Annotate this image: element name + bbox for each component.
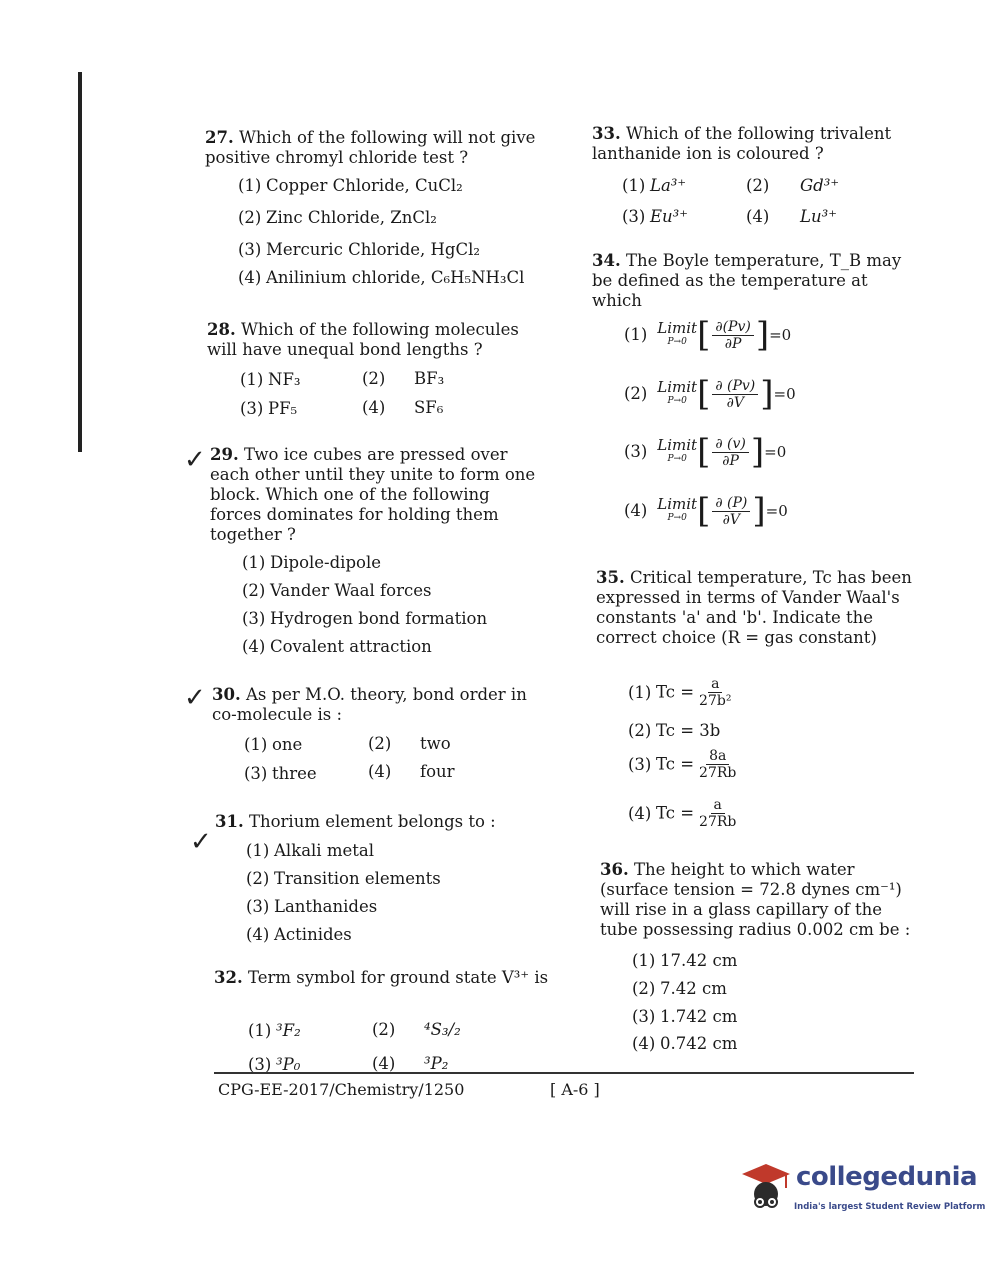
- q27-option-1: (1) Copper Chloride, CuCl₂: [238, 176, 463, 195]
- check-mark-icon: ✓: [184, 445, 206, 475]
- question-number: 29.: [210, 445, 239, 464]
- question-number: 35.: [596, 568, 625, 587]
- question-36: [600, 860, 922, 940]
- q33-option-3: (3) Eu³⁺: [622, 207, 688, 226]
- q34-option-2: (2) Limit P→0 [ $\frac{\partial (Pv)}{\partial V}$ ]=0: [624, 374, 796, 414]
- q28-option-2: (2) BF₃: [362, 369, 445, 388]
- question-number: 30.: [212, 685, 241, 704]
- question-number: 36.: [600, 860, 629, 879]
- q35-option-2: (2) Tc = 3b: [628, 721, 721, 740]
- question-number: 27.: [205, 128, 234, 147]
- q29-option-2: (2) Vander Waal forces: [242, 581, 432, 600]
- q33-option-1: (1) La³⁺: [622, 176, 687, 195]
- question-text: Two ice cubes are pressed over each other until they unite to form one block. Which one of the following forces dominates for holding them together ?: [210, 445, 536, 544]
- question-35: [596, 568, 922, 648]
- question-33: [592, 124, 922, 164]
- question-34: [592, 251, 922, 311]
- q30-option-2: (2) two: [368, 734, 451, 753]
- question-number: 32.: [214, 968, 243, 987]
- question-text: Which of the following molecules will have unequal bond lengths ?: [207, 320, 519, 359]
- q36-option-2: (2) 7.42 cm: [632, 979, 727, 998]
- q34-option-1: (1) Limit P→0 [ $\frac{\partial(Pv)}{\partial P}$ ]=0: [624, 315, 792, 355]
- brand-tagline: India's largest Student Review Platform: [794, 1202, 986, 1212]
- q31-option-1: (1) Alkali metal: [246, 841, 374, 860]
- q30-option-3: (3) three: [244, 764, 317, 783]
- q31-option-2: (2) Transition elements: [246, 869, 441, 888]
- q32-option-2: (2) ⁴S₃/₂: [372, 1020, 461, 1039]
- question-number: 33.: [592, 124, 621, 143]
- q35-option-4: (4) Tc = $\frac{a}{27Rb}$: [628, 797, 737, 830]
- graduate-mascot-icon: [738, 1160, 794, 1216]
- check-mark-icon: ✓: [190, 827, 212, 857]
- page-number: [ A-6 ]: [550, 1080, 600, 1099]
- q28-option-3: (3) PF₅: [240, 399, 298, 418]
- question-number: 31.: [215, 812, 244, 831]
- question-text: Which of the following will not give positive chromyl chloride test ?: [205, 128, 536, 167]
- q31-option-3: (3) Lanthanides: [246, 897, 378, 916]
- q27-option-3: (3) Mercuric Chloride, HgCl₂: [238, 240, 480, 259]
- q29-option-1: (1) Dipole-dipole: [242, 553, 381, 572]
- collegedunia-logo: [738, 1160, 986, 1220]
- q32-option-1: (1) ³F₂: [248, 1021, 301, 1040]
- q28-option-1: (1) NF₃: [240, 370, 301, 389]
- q34-option-4: (4) Limit P→0 [ $\frac{\partial (P)}{\partial V}$ ]=0: [624, 491, 788, 531]
- q35-option-3: (3) Tc = $\frac{8a}{27Rb}$: [628, 748, 737, 781]
- q29-option-4: (4) Covalent attraction: [242, 637, 432, 656]
- q36-option-3: (3) 1.742 cm: [632, 1007, 738, 1026]
- q36-option-4: (4) 0.742 cm: [632, 1034, 738, 1053]
- q36-option-1: (1) 17.42 cm: [632, 951, 738, 970]
- q34-option-3: (3) Limit P→0 [ $\frac{\partial (v)}{\partial P}$ ]=0: [624, 432, 787, 472]
- q30-option-4: (4) four: [368, 762, 455, 781]
- question-number: 34.: [592, 251, 621, 270]
- q33-option-4: (4) Lu³⁺: [746, 207, 837, 226]
- q29-option-3: (3) Hydrogen bond formation: [242, 609, 488, 628]
- page-footer: [214, 1072, 914, 1099]
- question-text: Term symbol for ground state V³⁺ is: [247, 968, 549, 987]
- question-text: The height to which water (surface tension = 72.8 dynes cm⁻¹) will rise in a glass capillary of the tube possessing radius 0.002 cm be :: [600, 860, 911, 939]
- question-text: Which of the following trivalent lanthanide ion is coloured ?: [592, 124, 892, 163]
- question-text: The Boyle temperature, T_B may be defined as the temperature at which: [592, 251, 902, 310]
- question-text: As per M.O. theory, bond order in co-molecule is :: [212, 685, 527, 724]
- q27-option-4: (4) Anilinium chloride, C₆H₅NH₃Cl: [238, 268, 525, 287]
- paper-code: CPG-EE-2017/Chemistry/1250: [218, 1080, 465, 1099]
- q32-option-3: (3) ³P₀: [248, 1055, 301, 1074]
- q28-option-4: (4) SF₆: [362, 398, 444, 417]
- question-text: Thorium element belongs to :: [248, 812, 496, 831]
- q27-option-2: (2) Zinc Chloride, ZnCl₂: [238, 208, 437, 227]
- q31-option-4: (4) Actinides: [246, 925, 352, 944]
- q35-option-1: (1) Tc = $\frac{a}{\text{27b²}}$: [628, 676, 732, 709]
- check-mark-icon: ✓: [184, 683, 206, 713]
- q30-option-1: (1) one: [244, 735, 303, 754]
- question-number: 28.: [207, 320, 236, 339]
- q33-option-2: (2) Gd³⁺: [746, 176, 840, 195]
- q32-option-4: (4) ³P₂: [372, 1054, 449, 1073]
- brand-name: collegedunia: [796, 1162, 978, 1192]
- question-text: Critical temperature, Tc has been expressed in terms of Vander Waal's constants 'a' and 'b'. Indicate the correct choice (R = gas constant): [596, 568, 912, 647]
